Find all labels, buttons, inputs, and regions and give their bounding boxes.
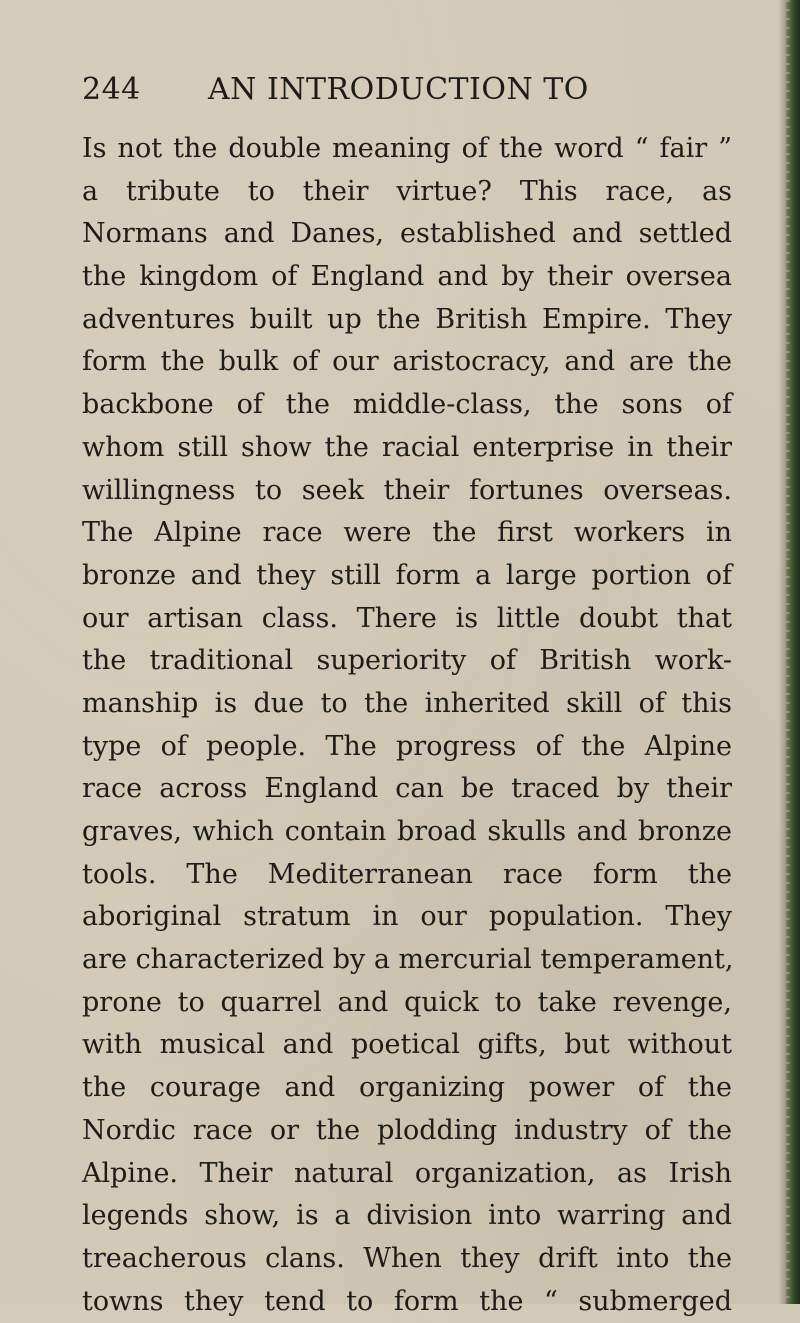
text-line: are characterized by a mercurial temperament, bbox=[82, 944, 734, 976]
body-text bbox=[82, 128, 732, 1323]
text-line: bronze and they still form a large portion of bbox=[82, 559, 732, 591]
page-number: 244 bbox=[82, 72, 141, 107]
text-line: prone to quarrel and quick to take revenge, bbox=[82, 986, 732, 1018]
text-line: The Alpine race were the first workers in bbox=[82, 517, 732, 549]
text-line: Nordic race or the plodding industry of the bbox=[82, 1114, 732, 1146]
page-edge-texture bbox=[786, 0, 790, 1304]
text-line: the traditional superiority of British work- bbox=[82, 645, 732, 677]
text-line: form the bulk of our aristocracy, and are the bbox=[82, 346, 732, 378]
text-line: backbone of the middle-class, the sons of bbox=[82, 389, 732, 421]
text-line: Is not the double meaning of the word “ fair ” bbox=[82, 133, 732, 164]
text-line: willingness to seek their fortunes overseas. bbox=[82, 474, 732, 506]
running-head-title: AN INTRODUCTION TO bbox=[208, 72, 589, 107]
text-line: Normans and Danes, established and settled bbox=[82, 218, 732, 250]
text-line: a tribute to their virtue? This race, as bbox=[82, 175, 732, 207]
text-line: type of people. The progress of the Alpine bbox=[82, 730, 732, 762]
text-line: race across England can be traced by their bbox=[82, 773, 732, 805]
text-line: our artisan class. There is little doubt that bbox=[82, 602, 732, 634]
text-line: with musical and poetical gifts, but without bbox=[82, 1029, 732, 1061]
text-line: the kingdom of England and by their oversea bbox=[82, 261, 732, 293]
running-head bbox=[82, 72, 742, 120]
text-line: graves, which contain broad skulls and bronze bbox=[82, 816, 732, 847]
text-line: Alpine. Their natural organization, as Irish bbox=[82, 1157, 732, 1189]
text-line: adventures built up the British Empire. They bbox=[82, 303, 732, 335]
text-line: aboriginal stratum in our population. They bbox=[82, 901, 732, 933]
text-line: legends show, is a division into warring and bbox=[82, 1200, 732, 1232]
text-line: manship is due to the inherited skill of this bbox=[82, 687, 732, 719]
text-line: whom still show the racial enterprise in their bbox=[82, 431, 732, 463]
page-edge-shadow bbox=[778, 0, 800, 1304]
text-line: treacherous clans. When they drift into the bbox=[82, 1242, 732, 1274]
text-line: the courage and organizing power of the bbox=[82, 1072, 732, 1104]
text-line: tools. The Mediterranean race form the bbox=[82, 858, 732, 890]
text-line: towns they tend to form the “ submerged bbox=[82, 1285, 732, 1317]
